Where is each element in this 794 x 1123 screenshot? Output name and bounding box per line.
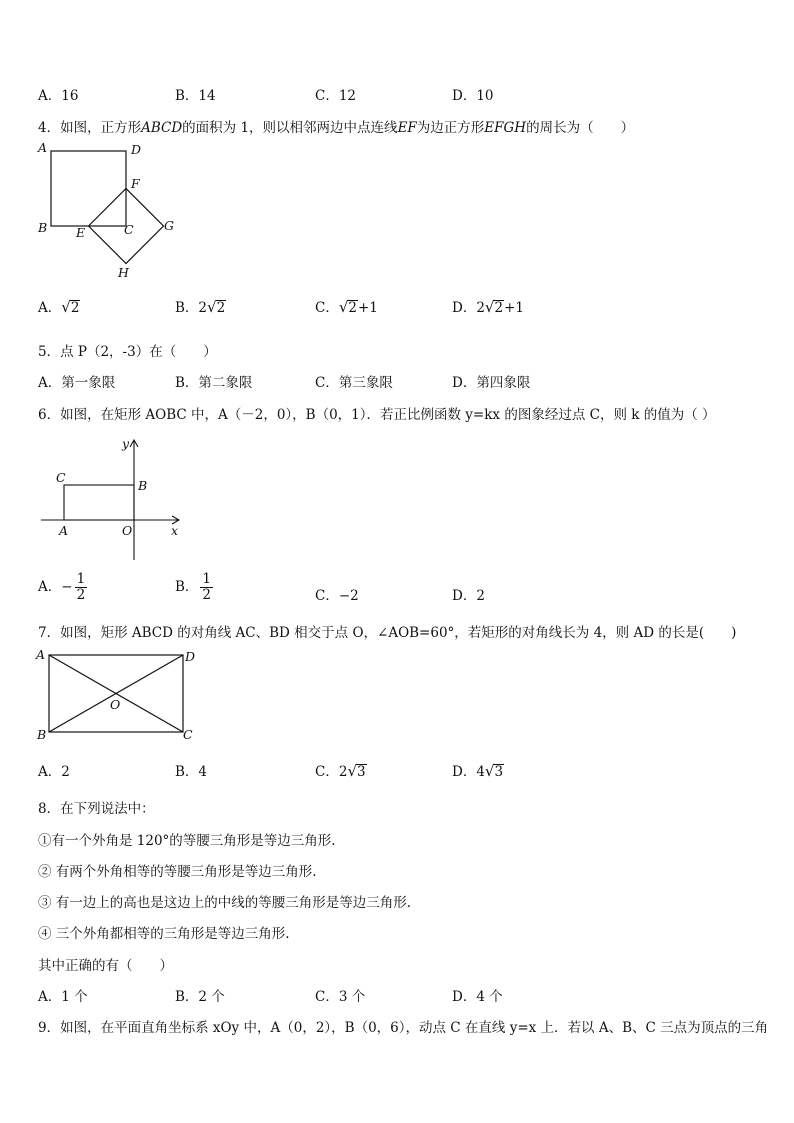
label-c: C xyxy=(183,727,193,742)
q8-option-b[interactable]: B．2 个 xyxy=(175,989,225,1005)
label-a: A xyxy=(36,647,46,662)
q9-stem: 9．如图，在平面直角坐标系 xOy 中，A（0，2），B（0，6），动点 C 在直线 y=x 上．若以 A、B、C 三点为顶点的三角 xyxy=(38,1020,769,1036)
q5-option-c[interactable]: C．第三象限 xyxy=(315,375,393,391)
label-b: B xyxy=(138,478,148,493)
q4-option-b[interactable]: B．2√2 xyxy=(175,298,226,316)
sqrt-symbol: √ xyxy=(338,298,349,316)
label-f: F xyxy=(131,176,140,191)
q8-option-d[interactable]: D．4 个 xyxy=(452,989,503,1005)
q7-stem: 7．如图，矩形 ABCD 的对角线 AC、BD 相交于点 O，∠AOB=60°，若矩形的对角线长为 4，则 AD 的长是( ) xyxy=(38,625,737,641)
fraction: $\frac{1}{2}$ xyxy=(76,571,86,603)
q6-option-b[interactable]: B． $\frac{1}{2}$ xyxy=(175,571,212,603)
sqrt-symbol: √ xyxy=(347,762,357,780)
label-c: C xyxy=(56,470,66,485)
sqrt-symbol: √ xyxy=(484,762,495,780)
sqrt-symbol: √ xyxy=(61,298,71,316)
q6-rectangle-figure xyxy=(38,432,188,564)
label-b: B xyxy=(37,727,47,742)
q8-statement-2: ② 有两个外角相等的等腰三角形是等边三角形. xyxy=(38,864,317,880)
q3-options xyxy=(38,84,758,106)
label-c: C xyxy=(124,222,134,237)
q8-options xyxy=(38,985,758,1007)
q4-options xyxy=(38,296,758,322)
label-h: H xyxy=(118,265,129,280)
q4-square-figure xyxy=(30,138,190,284)
label-o: O xyxy=(110,697,121,712)
q6-options xyxy=(38,572,758,612)
q3-option-d[interactable]: D．10 xyxy=(452,88,494,104)
q7-option-b[interactable]: B．4 xyxy=(175,764,208,780)
q8-statement-1: ①有一个外角是 120°的等腰三角形是等边三角形. xyxy=(38,833,336,849)
q4-option-c[interactable]: C．√2+1 xyxy=(315,298,378,316)
label-e: E xyxy=(76,225,86,240)
q5-option-d[interactable]: D．第四象限 xyxy=(452,375,531,391)
q8-stem: 8．在下列说法中： xyxy=(38,801,155,817)
label-g: G xyxy=(164,218,174,233)
q4-stem: 4．如图，正方形ABCD的面积为 1，则以相邻两边中点连线EF为边正方形EFGH的周长为（ ） xyxy=(38,120,635,136)
label-o: O xyxy=(122,523,133,538)
q8-option-a[interactable]: A．1 个 xyxy=(38,989,88,1005)
sqrt-symbol: √ xyxy=(484,298,495,316)
q7-option-d[interactable]: D．4√3 xyxy=(452,762,504,780)
q3-option-c[interactable]: C．12 xyxy=(315,88,357,104)
label-x: x xyxy=(171,523,179,538)
label-a: A xyxy=(38,140,48,155)
fraction: $\frac{1}{2}$ xyxy=(202,571,212,603)
q8-question: 其中正确的有（ ） xyxy=(38,958,173,974)
q3-option-b[interactable]: B．14 xyxy=(175,88,216,104)
q7-option-c[interactable]: C．2√3 xyxy=(315,762,366,780)
q5-option-a[interactable]: A．第一象限 xyxy=(38,375,116,391)
sqrt-symbol: √ xyxy=(207,298,217,316)
q7-rectangle-figure xyxy=(32,644,202,746)
q8-option-c[interactable]: C．3 个 xyxy=(315,989,366,1005)
q6-option-a[interactable]: A．− $\frac{1}{2}$ xyxy=(38,571,86,603)
q4-option-a[interactable]: A．√2 xyxy=(38,298,80,316)
square-abcd xyxy=(51,151,126,226)
q8-statement-3: ③ 有一边上的高也是这边上的中线的等腰三角形是等边三角形. xyxy=(38,895,412,911)
rectangle-aobc xyxy=(64,485,134,520)
label-d: D xyxy=(185,649,196,664)
q6-stem: 6．如图，在矩形 AOBC 中，A（－2，0），B（0，1）．若正比例函数 y=kx 的图象经过点 C，则 k 的值为（ ） xyxy=(38,407,716,423)
q7-option-a[interactable]: A．2 xyxy=(38,764,70,780)
q6-option-c[interactable]: C．−2 xyxy=(315,588,359,604)
q5-option-b[interactable]: B．第二象限 xyxy=(175,375,253,391)
q3-option-a[interactable]: A．16 xyxy=(38,88,79,104)
q7-options xyxy=(38,760,758,784)
q6-option-d[interactable]: D．2 xyxy=(452,588,485,604)
q5-options xyxy=(38,371,758,393)
label-a: A xyxy=(59,523,69,538)
label-d: D xyxy=(131,142,142,157)
label-y: y xyxy=(122,436,130,451)
q4-option-d[interactable]: D．2√2+1 xyxy=(452,298,524,316)
q8-statement-4: ④ 三个外角都相等的三角形是等边三角形. xyxy=(38,926,290,942)
q5-stem: 5．点 P（2，-3）在（ ） xyxy=(38,344,217,360)
label-b: B xyxy=(38,220,48,235)
